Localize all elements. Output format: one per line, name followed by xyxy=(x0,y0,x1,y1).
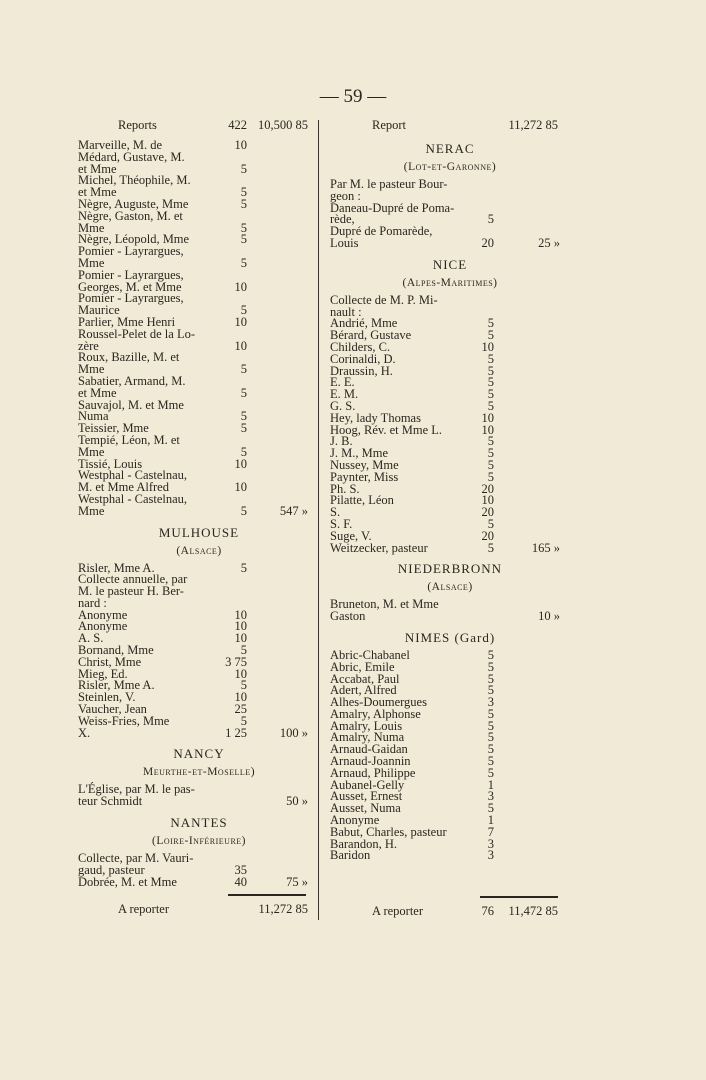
section-total: 100 » xyxy=(279,725,308,740)
donation-amount: 5 xyxy=(487,387,494,402)
donor-name: Mme xyxy=(78,362,105,377)
ledger-row xyxy=(78,874,320,889)
donation-amount: 1 xyxy=(487,813,494,828)
left-total-rule xyxy=(228,894,306,896)
section-heading: MULHOUSE xyxy=(158,524,240,540)
donor-name: Tempié, Léon, M. et xyxy=(78,432,180,447)
donation-amount: 5 xyxy=(487,363,494,378)
section-heading: NICE xyxy=(432,256,468,272)
donor-name: Michel, Théophile, M. xyxy=(78,173,191,188)
donation-amount: 5 xyxy=(240,220,247,235)
ledger-row xyxy=(78,352,320,364)
section-subheading: (Alpes-Maritimes) xyxy=(402,276,498,289)
left-carried-total-bottom xyxy=(78,900,318,918)
donation-amount: 5 xyxy=(240,255,247,270)
donation-amount: 10 xyxy=(234,314,247,329)
donor-name: teur Schmidt xyxy=(78,794,143,809)
donor-name: Risler, Mme A. xyxy=(78,560,155,575)
donation-amount: 5 xyxy=(240,444,247,459)
ledger-row xyxy=(330,226,570,238)
donor-name: Risler, Mme A. xyxy=(78,678,155,693)
donor-name: gaud, pasteur xyxy=(78,862,145,877)
donation-amount: 5 xyxy=(487,706,494,721)
donor-name: Parlier, Mme Henri xyxy=(78,314,176,329)
donation-amount: 5 xyxy=(487,398,494,413)
donor-name: J. M., Mme xyxy=(330,446,388,461)
summary-total: 11,272 85 xyxy=(258,902,308,916)
donation-amount: 20 xyxy=(481,481,494,496)
section-heading: NANTES xyxy=(170,815,228,831)
donor-name: et Mme xyxy=(78,185,117,200)
donor-name: Westphal - Castelnau, xyxy=(78,468,188,483)
donor-name: Daneau-Dupré de Poma- xyxy=(330,200,455,215)
right-carried-total-bottom xyxy=(330,902,570,920)
donor-name: Abric, Emile xyxy=(330,659,395,674)
donation-amount: 35 xyxy=(234,862,247,877)
donation-amount: 10 xyxy=(481,422,494,437)
donor-name: Suge, V. xyxy=(330,528,372,543)
donor-name: Gaston xyxy=(330,609,366,624)
donor-name: Teissier, Mme xyxy=(78,421,149,436)
donor-name: Mme xyxy=(78,255,105,270)
donor-name: S. xyxy=(330,505,341,520)
ledger-row xyxy=(78,432,320,447)
section-subheading: (Lot-et-Garonne) xyxy=(403,161,497,173)
ledger-row xyxy=(78,246,320,258)
section-total: 547 » xyxy=(279,503,308,518)
ledger-row xyxy=(78,796,320,808)
donor-name: et Mme xyxy=(78,385,117,400)
section-heading: NIMES (Gard) xyxy=(404,629,496,645)
donor-name: Marveille, M. de xyxy=(78,138,163,152)
donor-name: Hey, lady Thomas xyxy=(330,410,421,425)
page-number: — 59 — xyxy=(319,86,387,107)
donation-amount: 5 xyxy=(487,730,494,745)
donor-name: Anonyme xyxy=(78,607,128,622)
donor-name: Corinaldi, D. xyxy=(330,351,396,366)
donation-amount: 5 xyxy=(240,303,247,318)
section-total: 10 » xyxy=(538,609,560,624)
ledger-row xyxy=(330,179,570,191)
donation-amount: 3 xyxy=(487,789,494,804)
donation-amount: 5 xyxy=(487,742,494,757)
donor-name: Childers, C. xyxy=(330,339,391,354)
ledger-row xyxy=(330,389,570,401)
donation-amount: 5 xyxy=(487,446,494,461)
donor-name: Alhes-Doumergues xyxy=(330,695,427,710)
donation-amount: 5 xyxy=(240,643,247,658)
donor-name: J. B. xyxy=(330,434,353,449)
donor-name: Westphal - Castelnau, xyxy=(78,491,188,506)
donation-amount: 20 xyxy=(481,235,494,250)
ledger-row xyxy=(330,377,570,389)
donation-amount: 10 xyxy=(234,480,247,495)
donor-name: Mme xyxy=(78,503,105,518)
summary-qty: 422 xyxy=(228,118,247,132)
right-column xyxy=(330,116,570,918)
right-total-rule xyxy=(480,896,558,898)
donor-name: Nègre, Gaston, M. et xyxy=(78,208,183,223)
donor-name: Ausset, Numa xyxy=(330,801,401,816)
donor-name: Georges, M. et Mme xyxy=(78,279,182,294)
donor-name: Adert, Alfred xyxy=(330,683,397,698)
donation-amount: 1 25 xyxy=(225,725,247,740)
ledger-row xyxy=(330,540,570,555)
donation-amount: 5 xyxy=(240,678,247,693)
donor-name: Par M. le pasteur Bour- xyxy=(330,177,448,191)
ledger-row xyxy=(78,326,320,341)
donation-amount: 5 xyxy=(240,161,247,176)
donation-amount: 5 xyxy=(487,718,494,733)
donor-name: L'Église, par M. le pas- xyxy=(78,782,195,797)
donor-name: Weitzecker, pasteur xyxy=(330,540,428,555)
donor-name: M. le pasteur H. Ber- xyxy=(78,584,184,599)
donor-name: Hoog, Rév. et Mme L. xyxy=(330,422,443,437)
donor-name: Amalry, Alphonse xyxy=(330,706,421,721)
donor-name: A. S. xyxy=(78,631,104,646)
donation-amount: 5 xyxy=(487,328,494,343)
ledger-row xyxy=(330,611,570,623)
donation-amount: 10 xyxy=(481,410,494,425)
donation-amount: 5 xyxy=(487,351,494,366)
donation-amount: 5 xyxy=(487,659,494,674)
donor-name: E. E. xyxy=(330,375,355,390)
donation-amount: 5 xyxy=(240,560,247,575)
donation-amount: 5 xyxy=(487,765,494,780)
section-heading: NANCY xyxy=(173,746,225,762)
donor-name: Numa xyxy=(78,409,109,424)
donor-name: zère xyxy=(78,338,99,353)
donation-amount: 20 xyxy=(481,528,494,543)
donation-amount: 5 xyxy=(487,540,494,555)
section-total: 75 » xyxy=(286,874,308,889)
summary-qty: 76 xyxy=(481,904,494,918)
donor-name: Steinlen, V. xyxy=(78,690,136,705)
donor-name: X. xyxy=(78,725,91,740)
donor-name: G. S. xyxy=(330,398,356,413)
ledger-row xyxy=(78,208,320,223)
donation-amount: 3 75 xyxy=(225,654,247,669)
ledger-row xyxy=(78,397,320,412)
donor-name: Andrié, Mme xyxy=(330,316,398,331)
donation-amount: 1 xyxy=(487,777,494,792)
donor-name: Baridon xyxy=(330,848,371,863)
donor-name: Christ, Mme xyxy=(78,654,142,669)
ledger-row xyxy=(78,621,320,633)
donor-name: Aubanel-Gelly xyxy=(330,777,405,792)
donor-name: Roux, Bazille, M. et xyxy=(78,350,180,365)
section-total: 25 » xyxy=(538,235,560,250)
ledger-row xyxy=(78,586,320,598)
section-heading: NIEDERBRONN xyxy=(397,561,503,577)
donation-amount: 5 xyxy=(240,232,247,247)
left-carried-total-top xyxy=(78,116,320,134)
donor-name: Dobrée, M. et Mme xyxy=(78,874,177,889)
donor-name: Bornand, Mme xyxy=(78,643,154,658)
donation-amount: 10 xyxy=(234,666,247,681)
left-column xyxy=(78,116,320,916)
donation-amount: 40 xyxy=(234,874,247,889)
donation-amount: 10 xyxy=(234,690,247,705)
donor-name: Mme xyxy=(78,444,105,459)
summary-total: 11,472 85 xyxy=(508,904,558,918)
donation-amount: 5 xyxy=(487,457,494,472)
donor-name: Dupré de Pomarède, xyxy=(330,224,433,239)
donor-name: S. F. xyxy=(330,516,353,531)
donor-name: Louis xyxy=(330,235,359,250)
donation-amount: 5 xyxy=(240,185,247,200)
donation-amount: 10 xyxy=(234,619,247,634)
donation-amount: 3 xyxy=(487,836,494,851)
donation-amount: 5 xyxy=(240,362,247,377)
summary-label: A reporter xyxy=(118,902,170,916)
donation-amount: 5 xyxy=(487,434,494,449)
donor-name: Anonyme xyxy=(330,813,380,828)
donation-amount: 10 xyxy=(234,456,247,471)
donor-name: Ph. S. xyxy=(330,481,360,496)
donor-name: Pilatte, Léon xyxy=(330,493,394,508)
donor-name: Médard, Gustave, M. xyxy=(78,149,185,164)
section-subheading: Meurthe-et-Moselle) xyxy=(142,766,256,779)
donation-amount: 5 xyxy=(240,385,247,400)
donor-name: E. M. xyxy=(330,387,359,402)
donor-name: Bruneton, M. et Mme xyxy=(330,597,439,612)
donation-amount: 5 xyxy=(487,683,494,698)
donor-name: Arnaud, Philippe xyxy=(330,765,416,780)
summary-label: A reporter xyxy=(372,904,424,918)
donor-name: Pomier - Layrargues, xyxy=(78,244,184,259)
donor-name: Nègre, Auguste, Mme xyxy=(78,196,189,211)
donation-amount: 3 xyxy=(487,695,494,710)
ledger-row xyxy=(330,363,570,378)
donor-name: Mieg, Ed. xyxy=(78,666,128,681)
ledger-row xyxy=(330,200,570,215)
donor-name: Accabat, Paul xyxy=(330,671,400,686)
donation-amount: 5 xyxy=(487,316,494,331)
donor-name: nault : xyxy=(330,304,362,319)
section-total: 165 » xyxy=(531,540,560,555)
donor-name: Paynter, Miss xyxy=(330,469,399,484)
donor-name: Anonyme xyxy=(78,619,128,634)
donation-amount: 7 xyxy=(487,824,494,839)
donation-amount: 5 xyxy=(487,212,494,227)
donor-name: Vaucher, Jean xyxy=(78,702,147,717)
donation-amount: 3 xyxy=(487,848,494,863)
section-subheading: (Alsace) xyxy=(176,544,222,557)
donation-amount: 10 xyxy=(234,607,247,622)
ledger-row xyxy=(78,503,320,518)
ledger-row xyxy=(330,495,570,507)
donor-name: Collecte de M. P. Mi- xyxy=(330,292,438,307)
ledger-row xyxy=(78,725,320,740)
ledger-row xyxy=(330,292,570,307)
ledger-row xyxy=(330,422,570,437)
donor-name: Nègre, Léopold, Mme xyxy=(78,232,190,247)
donation-amount: 5 xyxy=(240,409,247,424)
donor-name: Pomier - Layrargues, xyxy=(78,291,184,306)
donation-amount: 5 xyxy=(487,375,494,390)
donor-name: Sauvajol, M. et Mme xyxy=(78,397,184,412)
summary-total: 10,500 85 xyxy=(258,118,308,132)
donor-name: geon : xyxy=(330,188,361,203)
donation-amount: 10 xyxy=(234,138,247,152)
section-heading: NERAC xyxy=(425,141,475,156)
ledger-row xyxy=(330,507,570,519)
section-subheading: (Loire-Inférieure) xyxy=(151,835,246,848)
donor-name: Pomier - Layrargues, xyxy=(78,267,184,282)
donation-amount: 10 xyxy=(234,631,247,646)
summary-total: 11,272 85 xyxy=(508,118,558,132)
donation-amount: 5 xyxy=(240,713,247,728)
donor-name: Arnaud-Joannin xyxy=(330,754,411,769)
donation-amount: 10 xyxy=(481,493,494,508)
donation-amount: 5 xyxy=(487,801,494,816)
donor-name: Nussey, Mme xyxy=(330,457,399,472)
donor-name: nard : xyxy=(78,595,107,610)
donor-name: M. et Mme Alfred xyxy=(78,480,169,495)
ledger-row xyxy=(330,235,570,250)
donation-amount: 5 xyxy=(240,503,247,518)
donor-name: Sabatier, Armand, M. xyxy=(78,373,186,388)
summary-label: Report xyxy=(372,118,407,132)
summary-label: Reports xyxy=(118,118,157,132)
donor-name: Barandon, H. xyxy=(330,836,397,851)
ledger-row xyxy=(330,469,570,484)
donation-amount: 5 xyxy=(487,469,494,484)
donor-name: Babut, Charles, pasteur xyxy=(330,824,447,839)
donation-amount: 10 xyxy=(481,339,494,354)
donation-amount: 5 xyxy=(487,516,494,531)
ledger-row xyxy=(330,599,570,611)
donation-amount: 10 xyxy=(234,338,247,353)
donor-name: Amalry, Louis xyxy=(330,718,403,733)
section-total: 50 » xyxy=(286,794,308,809)
donor-name: Bérard, Gustave xyxy=(330,328,412,343)
donor-name: Collecte annuelle, par xyxy=(78,572,188,587)
donor-name: rède, xyxy=(330,212,355,227)
donation-amount: 5 xyxy=(240,196,247,211)
donor-name: Draussin, H. xyxy=(330,363,393,378)
donor-name: Roussel-Pelet de la Lo- xyxy=(78,326,195,341)
donor-name: Weiss-Fries, Mme xyxy=(78,713,170,728)
donation-amount: 5 xyxy=(487,671,494,686)
donor-name: Mme xyxy=(78,220,105,235)
donation-amount: 10 xyxy=(234,279,247,294)
donation-amount: 25 xyxy=(234,702,247,717)
donation-amount: 20 xyxy=(481,505,494,520)
right-carried-total-top xyxy=(330,116,570,134)
donor-name: Amalry, Numa xyxy=(330,730,405,745)
ledger-row xyxy=(330,850,570,862)
donor-name: et Mme xyxy=(78,161,117,176)
donor-name: Arnaud-Gaidan xyxy=(330,742,408,757)
donor-name: Tissié, Louis xyxy=(78,456,143,471)
donation-amount: 5 xyxy=(240,421,247,436)
donation-amount: 5 xyxy=(487,647,494,662)
donor-name: Ausset, Ernest xyxy=(330,789,403,804)
donor-name: Collecte, par M. Vauri- xyxy=(78,851,194,866)
donation-amount: 5 xyxy=(487,754,494,769)
donor-name: Maurice xyxy=(78,303,120,318)
section-subheading: (Alsace) xyxy=(427,581,473,594)
donor-name: Abric-Chabanel xyxy=(330,647,410,662)
